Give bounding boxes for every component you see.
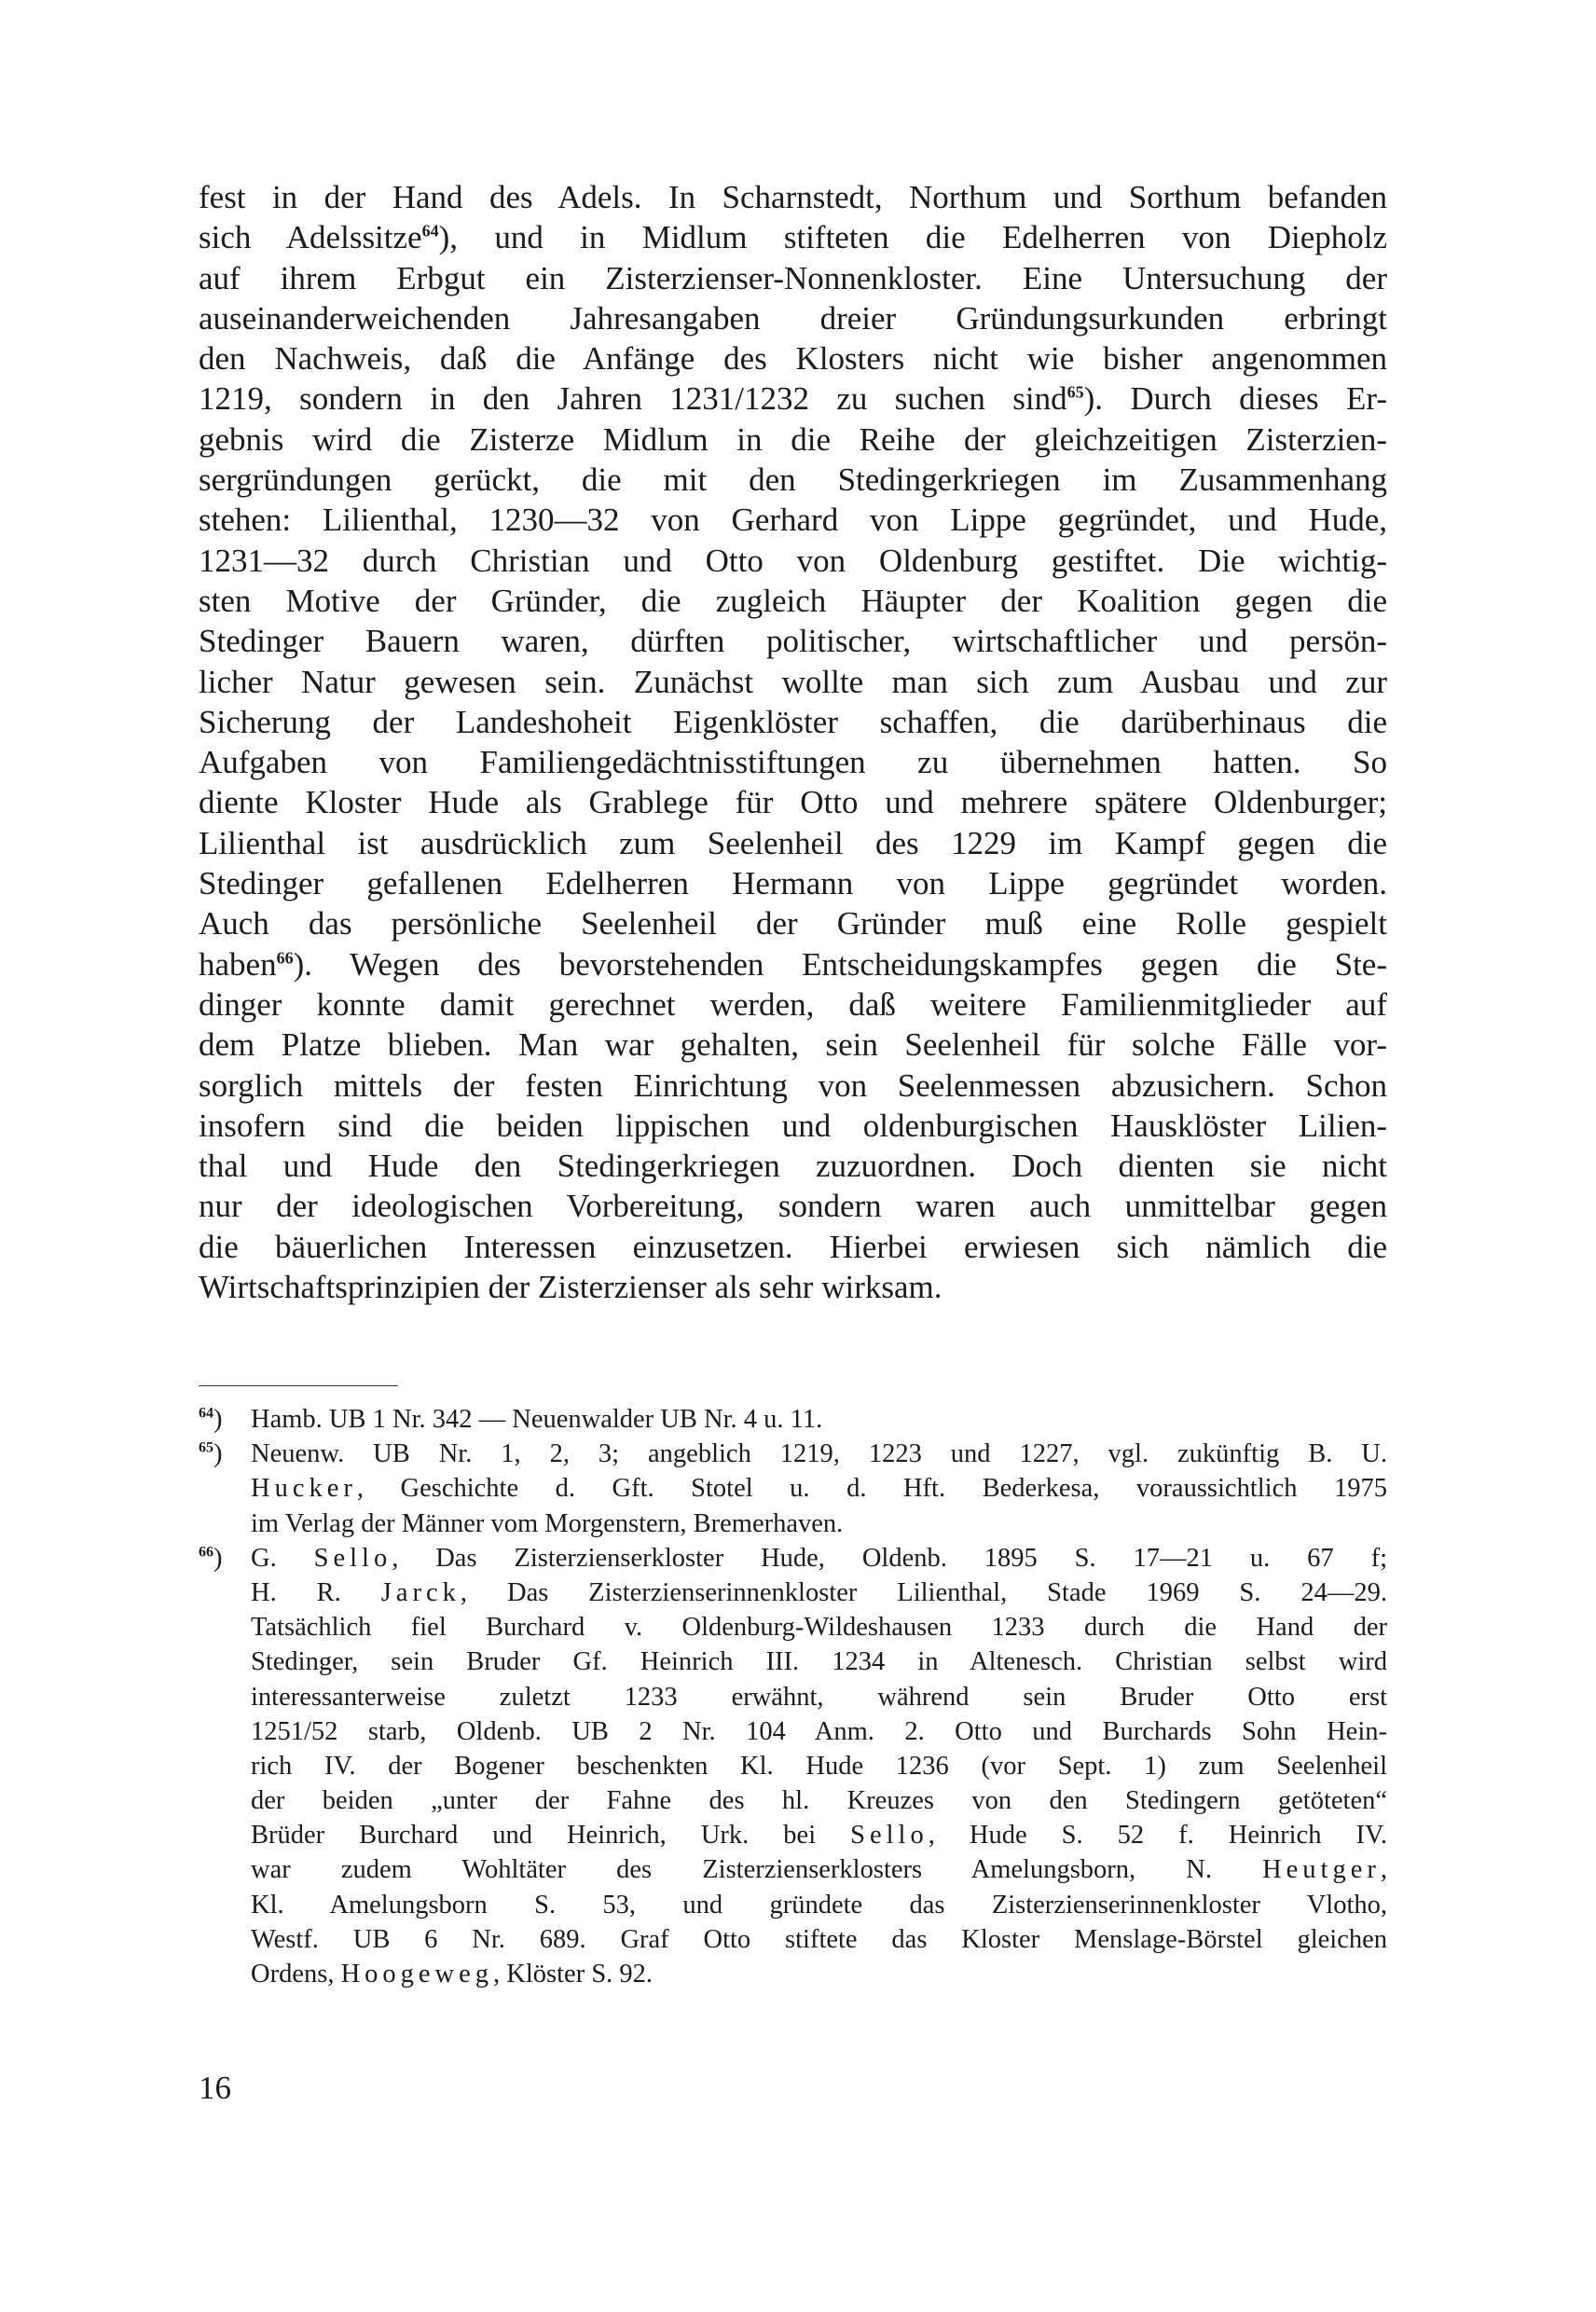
text-line: sorglich mittels der festen Einrichtung von Seelenmessen abzusichern. Schon	[199, 1067, 1387, 1104]
text-line: Aufgaben von Familiengedächtnisstiftungen zu übernehmen hatten. So	[199, 744, 1387, 781]
footnote-text: 1251/52 starb, Oldenb. UB 2 Nr. 104 Anm. 2. Otto und Burchards Sohn Hein-	[251, 1716, 1387, 1746]
footnote-line	[199, 1402, 1387, 1437]
text-line: Lilienthal ist ausdrücklich zum Seelenheil des 1229 im Kampf gegen die	[199, 824, 1387, 861]
author-name: Hucker	[251, 1474, 357, 1504]
author-name: Sello	[313, 1543, 392, 1573]
footnote-text: war zudem Wohltäter des Zisterzienserklosters Amelungsborn, N.	[251, 1855, 1263, 1885]
footnote-text: , Hude S. 52 f. Heinrich IV.	[928, 1821, 1387, 1851]
text-segment: ), und in Midlum stifteten die Edelherren von Diepholz	[438, 219, 1387, 256]
text-segment: 1219, sondern in den Jahren 1231/1232 zu suchen sind	[199, 380, 1067, 418]
text-line: insofern sind die beiden lippischen und oldenburgischen Hausklöster Lilien-	[199, 1107, 1387, 1144]
footnote-line	[199, 1922, 1387, 1957]
footnote-marker: $^{64}$)	[199, 1405, 223, 1434]
footnote-line	[199, 1680, 1387, 1714]
footnote-number: 65	[199, 1439, 213, 1456]
footnote-text: im Verlag der Männer vom Morgenstern, Bremerhaven.	[251, 1508, 844, 1538]
footnote-line	[199, 1818, 1387, 1852]
footnote-line	[199, 1471, 1387, 1506]
text-line	[199, 217, 1387, 257]
text-segment: haben	[199, 945, 277, 983]
footnote-text: Westf. UB 6 Nr. 689. Graf Otto stiftete das Kloster Menslage-Börstel gleichen	[251, 1924, 1387, 1954]
author-name: Jarck	[380, 1577, 461, 1607]
footnote-text: , Klöster S. 92.	[493, 1960, 654, 1989]
footnote-line	[199, 1507, 1387, 1541]
text-line: sten Motive der Gründer, die zugleich Häupter der Koalition gegen die	[199, 582, 1387, 619]
footnote-line	[199, 1610, 1387, 1645]
text-line: fest in der Hand des Adels. In Scharnstedt, Northum und Sorthum befanden	[199, 179, 1387, 215]
footnote-text: Tatsächlich fiel Burchard v. Oldenburg-Wildeshausen 1233 durch die Hand der	[251, 1613, 1387, 1643]
text-segment: ). Durch dieses Er-	[1083, 380, 1387, 418]
text-line	[199, 378, 1387, 419]
author-name: Hoogeweg	[340, 1960, 494, 1989]
footnote-line	[199, 1541, 1387, 1576]
text-line: Stedinger Bauern waren, dürften politischer, wirtschaftlicher und persön-	[199, 623, 1387, 660]
text-segment: ). Wegen des bevorstehenden Entscheidungskampfes gegen die Ste-	[293, 945, 1387, 983]
text-line: Wirtschaftsprinzipien der Zisterzienser als sehr wirksam.	[199, 1269, 942, 1306]
text-line: auf ihrem Erbgut ein Zisterzienser-Nonnenkloster. Eine Untersuchung der	[199, 259, 1387, 296]
text-line: nur der ideologischen Vorbereitung, sondern waren auch unmittelbar gegen	[199, 1188, 1387, 1225]
footnote-text: interessanterweise zuletzt 1233 erwähnt, während sein Bruder Otto erst	[251, 1682, 1387, 1712]
footnote-text: Neuenw. UB Nr. 1, 2, 3; angeblich 1219, 1223 und 1227, vgl. zukünftig B. U.	[251, 1439, 1387, 1469]
text-line: Stedinger gefallenen Edelherren Hermann von Lippe gegründet worden.	[199, 865, 1387, 902]
footnote-line	[199, 1437, 1387, 1471]
author-name: Heutger	[1262, 1855, 1381, 1885]
text-line: die bäuerlichen Interessen einzusetzen. Hierbei erwiesen sich nämlich die	[199, 1228, 1387, 1265]
footnote-line	[199, 1749, 1387, 1783]
text-line: gebnis wird die Zisterze Midlum in die Reihe der gleichzeitigen Zisterzien-	[199, 420, 1387, 458]
footnote-text: , Das Zisterzienserkloster Hude, Oldenb. 1895 S. 17—21 u. 67 f;	[392, 1543, 1387, 1573]
footnote-text: ,	[1380, 1855, 1387, 1885]
text-line: auseinanderweichenden Jahresangaben dreier Gründungsurkunden erbringt	[199, 299, 1387, 337]
footnotes	[199, 1402, 1387, 1991]
text-line: 1231—32 durch Christian und Otto von Oldenburg gestiftet. Die wichtig-	[199, 542, 1387, 579]
text-line: stehen: Lilienthal, 1230—32 von Gerhard von Lippe gegründet, und Hude,	[199, 502, 1387, 539]
text-line: thal und Hude den Stedingerkriegen zuzuordnen. Doch dienten sie nicht	[199, 1148, 1387, 1185]
footnote-text: H. R.	[251, 1577, 381, 1607]
footnote-marker: $^{66}$)	[199, 1543, 223, 1573]
text-line: diente Kloster Hude als Grablege für Otto und mehrere spätere Oldenburger;	[199, 784, 1387, 821]
footnote-line	[199, 1957, 1387, 1991]
text-line: Auch das persönliche Seelenheil der Gründer muß eine Rolle gespielt	[199, 905, 1387, 943]
footnote-line	[199, 1783, 1387, 1818]
footnote-line	[199, 1888, 1387, 1922]
text-line: den Nachweis, daß die Anfänge des Klosters nicht wie bisher angenommen	[199, 340, 1387, 378]
footnote-text: rich IV. der Bogener beschenkten Kl. Hude 1236 (vor Sept. 1) zum Seelenheil	[251, 1751, 1387, 1781]
footnote-text: Stedinger, sein Bruder Gf. Heinrich III. 1234 in Altenesch. Christian selbst wird	[251, 1647, 1387, 1677]
text-line: licher Natur gewesen sein. Zunächst wollte man sich zum Ausbau und zur	[199, 663, 1387, 700]
page-number: 16	[199, 2070, 231, 2106]
text-line: sergründungen gerückt, die mit den Stedingerkriegen im Zusammenhang	[199, 461, 1387, 499]
footnote-line	[199, 1714, 1387, 1749]
footnote-text: Ordens,	[251, 1960, 341, 1989]
footnote-text: , Das Zisterzienserinnenkloster Lilienthal, Stade 1969 S. 24—29.	[460, 1577, 1387, 1607]
footnote-text: der beiden „unter der Fahne des hl. Kreuzes von den Stedingern getöteten“	[251, 1786, 1387, 1816]
text-line	[199, 944, 1387, 984]
footnote-line	[199, 1852, 1387, 1887]
footnote-number: 66	[199, 1544, 213, 1561]
footnote-marker: $^{65}$)	[199, 1439, 223, 1469]
footnote-reference: 66	[276, 947, 294, 967]
text-segment: sich Adelssitze	[199, 219, 422, 256]
footnote-reference: 65	[1066, 382, 1084, 402]
text-line: Sicherung der Landeshoheit Eigenklöster schaffen, die darüberhinaus die	[199, 703, 1387, 740]
footnote-line	[199, 1576, 1387, 1610]
author-name: Sello	[850, 1821, 929, 1851]
footnote-line	[199, 1645, 1387, 1679]
footnote-text: Kl. Amelungsborn S. 53, und gründete das Zisterzienserinnenkloster Vlotho,	[251, 1890, 1387, 1920]
footnote-reference: 64	[421, 221, 439, 241]
footnote-separator	[199, 1385, 398, 1386]
text-line: dinger konnte damit gerechnet werden, daß weitere Familienmitglieder auf	[199, 985, 1387, 1023]
footnote-text: , Geschichte d. Gft. Stotel u. d. Hft. Bederkesa, voraussichtlich 1975	[356, 1474, 1387, 1504]
footnote-number: 64	[199, 1405, 213, 1422]
footnote-text: G.	[251, 1543, 314, 1573]
text-line: dem Platze blieben. Man war gehalten, sein Seelenheil für solche Fälle vor-	[199, 1026, 1387, 1064]
main-text	[199, 177, 1387, 1307]
footnote-text: Brüder Burchard und Heinrich, Urk. bei	[251, 1821, 851, 1851]
footnote-text: Hamb. UB 1 Nr. 342 — Neuenwalder UB Nr. 4 u. 11.	[251, 1405, 823, 1434]
